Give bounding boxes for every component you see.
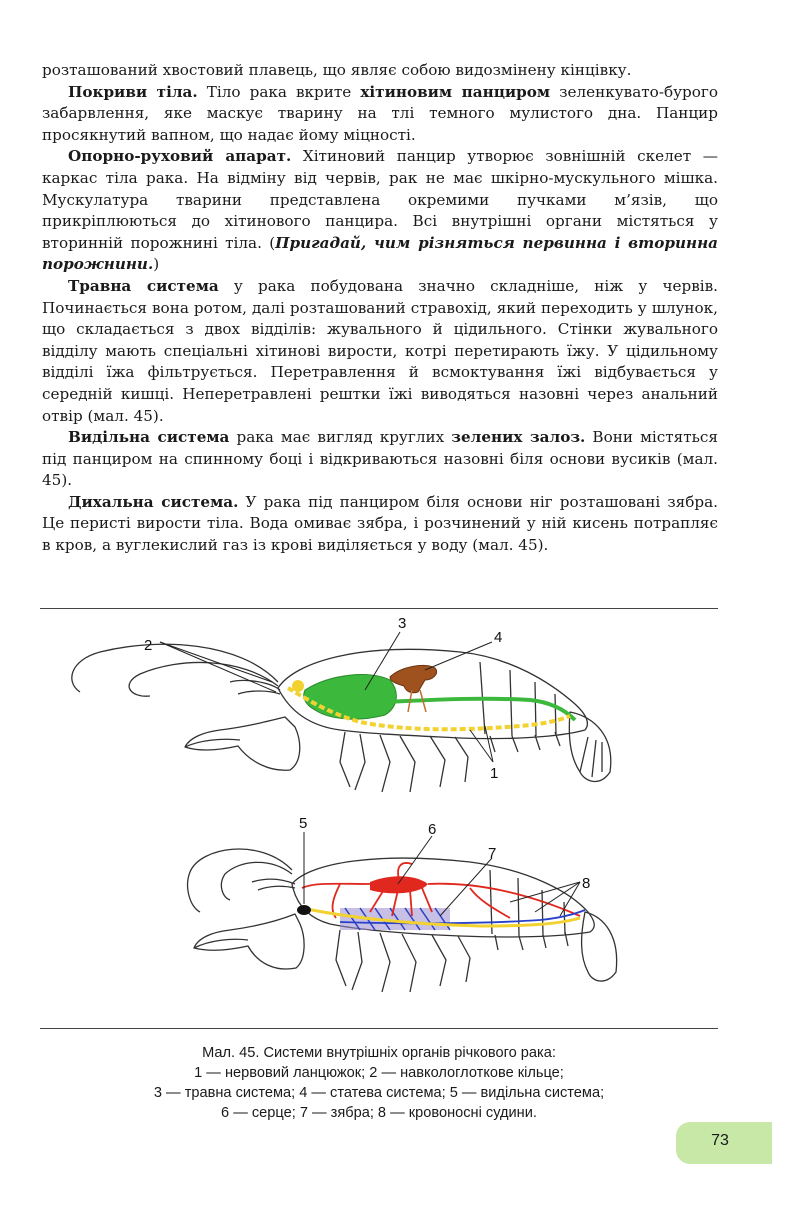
- label-6: 6: [428, 821, 437, 838]
- claw-top: [185, 717, 300, 770]
- paragraph-respiratory: Дихальна система. У рака під панциром біля основи ніг розташовані зябра. Це перисті вирости тіла. Вода омиває зябра, і розчинений у ній кисень потрапляє в кров, а вуглекислий газ із крові виділяється у воду (мал. 45).: [42, 492, 718, 555]
- paragraph-excretory: Видільна система рака має вигляд круглих зелених залоз. Вони містяться під панциром на спинному боці і відкриваються назовні біля основи вусиків (мал. 45).: [42, 428, 718, 490]
- intestine-digestive: [385, 699, 575, 720]
- crayfish-illustration: [40, 612, 718, 1032]
- label-7: 7: [488, 845, 497, 862]
- label-1: 1: [490, 765, 499, 782]
- term-digestive: Травна система: [68, 276, 219, 295]
- paragraph-integument: Покриви тіла. Тіло рака вкрите хітиновим панциром зеленкувато-бурого забарвлення, яке маскує тварину на тлі темного мулистого дна. Панцир просякнутий вапном, що надає йому міцності.: [42, 82, 718, 144]
- main-text: [42, 60, 718, 557]
- label-4: 4: [494, 629, 503, 646]
- figure-top-rule: [40, 608, 718, 609]
- caption-line-4: 6 — серце; 7 — зябра; 8 — кровоносні судини.: [221, 1105, 537, 1121]
- term-respiratory: Дихальна система.: [68, 492, 239, 511]
- term-musculoskeletal: Опорно-руховий апарат.: [68, 147, 292, 166]
- term-excretory: Видільна система: [68, 428, 230, 447]
- label-5: 5: [299, 815, 308, 832]
- label-3: 3: [398, 615, 407, 632]
- caption-line-3: 3 — травна система; 4 — статева система; 5 — видільна система;: [153, 1085, 605, 1101]
- figure-bottom-rule: [40, 1028, 718, 1029]
- stomach-digestive: [304, 675, 397, 720]
- caption-line-1: Мал. 45. Системи внутрішніх органів річкового рака:: [202, 1045, 556, 1061]
- tail-fan-top: [569, 712, 610, 781]
- paragraph-continuation: розташований хвостовий плавець, що являє собою видозмінену кінцівку.: [42, 61, 632, 79]
- gonad-reproductive: [390, 665, 437, 692]
- antenna-long-bottom: [188, 849, 292, 912]
- gills: [340, 908, 450, 930]
- paragraph-musculoskeletal: Опорно-руховий апарат. Хітиновий панцир утворює зовнішній скелет — каркас тіла рака. На відміну від червів, рак не має шкірно-мускульного мішка. Мускулатура тварини представлена окремими пучками м’язів, що прикріплюються до хітинового панцира. Всі внутрішні органи містяться у вторинній порожнині тіла. (Пригадай, чим різняться первинна і вторинна порожнини.): [42, 147, 718, 274]
- paragraph-digestive: Травна система у рака побудована значно складніше, ніж у червів. Починається вона ротом, далі розташований стравохід, який переходить у шлунок, що складається з двох відділів: жувального й цідильного. Стінки жувального відділу мають спеціальні хітинові вирости, котрі перетирають їжу. У цідильному відділі їжа фільтрується. Перетравлення й всмоктування їжі відбувається у середній кишці. Неперетравлені рештки їжі виводяться назовні через анальний отвір (мал. 45).: [42, 276, 718, 425]
- label-2: 2: [144, 637, 153, 654]
- label-8: 8: [582, 875, 591, 892]
- tail-fan-bottom: [582, 912, 617, 981]
- term-integument: Покриви тіла.: [68, 82, 198, 101]
- green-gland-excretory: [297, 905, 311, 915]
- figure-caption: [40, 1043, 718, 1123]
- caption-line-2: 1 — нервовий ланцюжок; 2 — навкологлоткове кільце;: [194, 1065, 564, 1081]
- antenna-long-top: [72, 644, 278, 692]
- crayfish-figure: [40, 612, 718, 1032]
- page-number: 73: [711, 1132, 729, 1149]
- nerve-ring: [292, 680, 304, 692]
